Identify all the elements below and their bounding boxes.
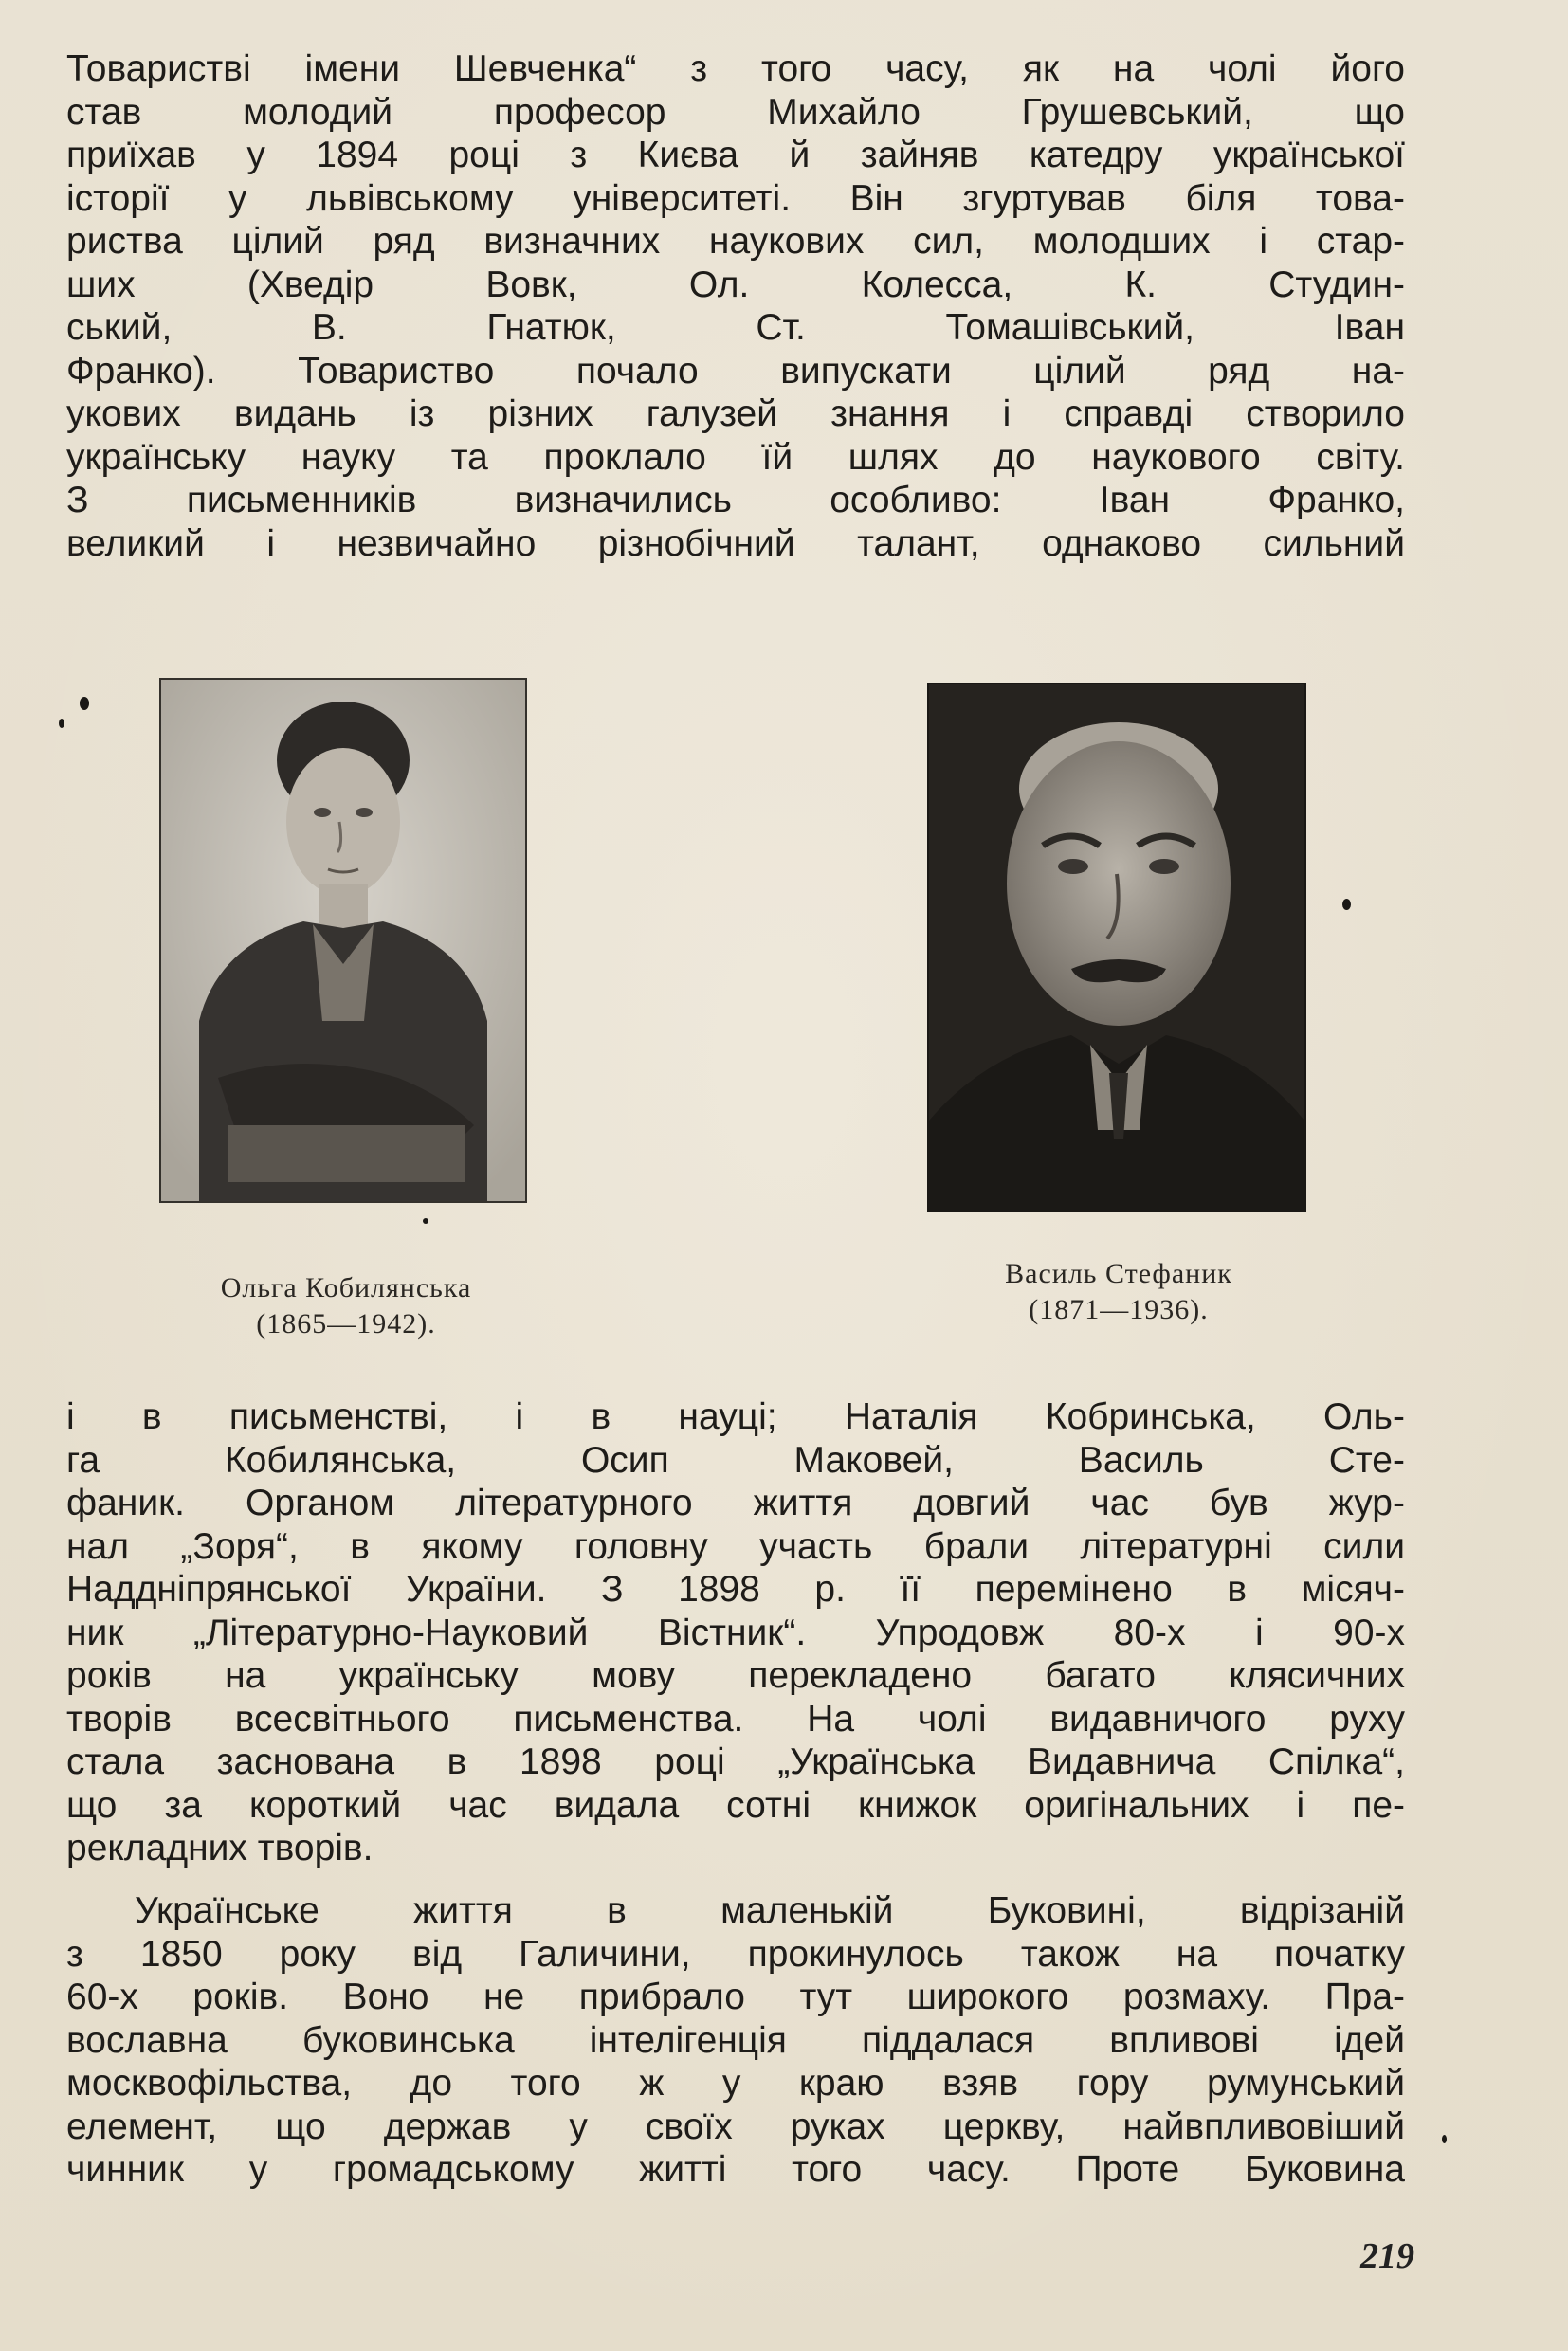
caption-stefanyk (929, 1256, 1308, 1328)
text-line: ник „Літературно-Науковий Вістник“. Упродовж 80-х і 90-х (66, 1612, 1405, 1653)
caption-name: Ольга Кобилянська (220, 1272, 472, 1303)
caption-years: (1871—1936). (1029, 1294, 1209, 1325)
portrait-woman-image (161, 680, 525, 1201)
text-line: що за короткий час видала сотні книжок оригінальних і пе- (66, 1784, 1405, 1826)
ink-speck (1442, 2135, 1447, 2143)
text-line: З письменників визначились особливо: Іван Франко, (66, 480, 1405, 520)
text-line: укових видань із різних галузей знання і справді створило (66, 393, 1405, 434)
ink-speck (80, 697, 89, 710)
text-line: риства цілий ряд визначних наукових сил, молодших і стар- (66, 221, 1405, 262)
text-line: фаник. Органом літературного життя довгий час був жур- (66, 1483, 1405, 1523)
text-line: Франко). Товариство почало випускати цілий ряд на- (66, 350, 1405, 392)
text-line: Наддніпрянської України. З 1898 р. її перемінено в місяч- (66, 1569, 1405, 1610)
text-line: приїхав у 1894 році з Києва й зайняв катедру української (66, 135, 1405, 175)
text-line: історії у львівському університеті. Він згуртував біля това- (66, 177, 1405, 219)
paragraph-top (66, 47, 1405, 565)
paragraph-bottom (66, 1889, 1405, 2192)
caption-years: (1865—1942). (256, 1308, 436, 1340)
text-line: елемент, що держав у своїх руках церкву, найвпливовіший (66, 2105, 1405, 2147)
text-line: великий і незвичайно різнобічний талант, однаково сильний (66, 522, 1405, 564)
caption-name: Василь Стефаник (1005, 1258, 1232, 1289)
text-line: чинник у громадському житті того часу. Проте Буковина (66, 2149, 1405, 2190)
text-line: ших (Хведір Вовк, Ол. Колесса, К. Студин- (66, 264, 1405, 305)
text-line: ський, В. Гнатюк, Ст. Томашівський, Іван (66, 307, 1405, 348)
text-line: і в письменстві, і в науці; Наталія Кобринська, Оль- (66, 1396, 1405, 1437)
text-line: років на українську мову перекладено багато клясичних (66, 1655, 1405, 1696)
text-line: вославна буковинська інтелігенція піддалася впливові ідей (66, 2019, 1405, 2061)
caption-kobylianska (161, 1270, 531, 1342)
text-line: 60-х років. Воно не прибрало тут широкого розмаху. Пра- (66, 1977, 1405, 2017)
page-number: 219 (1360, 2236, 1414, 2276)
ink-speck (423, 1218, 428, 1224)
text-line: рекладних творів. (66, 1828, 374, 1868)
portrait-man-image (929, 684, 1304, 1210)
text-line: українську науку та проклало їй шлях до наукового світу. (66, 436, 1405, 478)
text-line: стала заснована в 1898 році „Українська Видавнича Спілка“, (66, 1741, 1405, 1782)
text-line: москвофільства, до того ж у краю взяв гору румунський (66, 2063, 1405, 2104)
text-line: творів всесвітнього письменства. На чолі видавничого руху (66, 1698, 1405, 1740)
text-line: Товаристві імени Шевченка“ з того часу, як на чолі його (66, 48, 1405, 89)
text-line: з 1850 року від Галичини, прокинулось також на початку (66, 1933, 1405, 1975)
portrait-photo-kobylianska (159, 678, 527, 1203)
paragraph-middle (66, 1395, 1405, 1870)
ink-speck (1342, 899, 1351, 910)
text-line: став молодий професор Михайло Грушевський, що (66, 91, 1405, 133)
text-line: га Кобилянська, Осип Маковей, Василь Сте- (66, 1439, 1405, 1481)
portrait-photo-stefanyk (927, 683, 1306, 1212)
ink-speck (59, 719, 64, 728)
text-line: Українське життя в маленькій Буковині, відрізаній (135, 1890, 1405, 1931)
text-line: нал „Зоря“, в якому головну участь брали літературні сили (66, 1525, 1405, 1567)
